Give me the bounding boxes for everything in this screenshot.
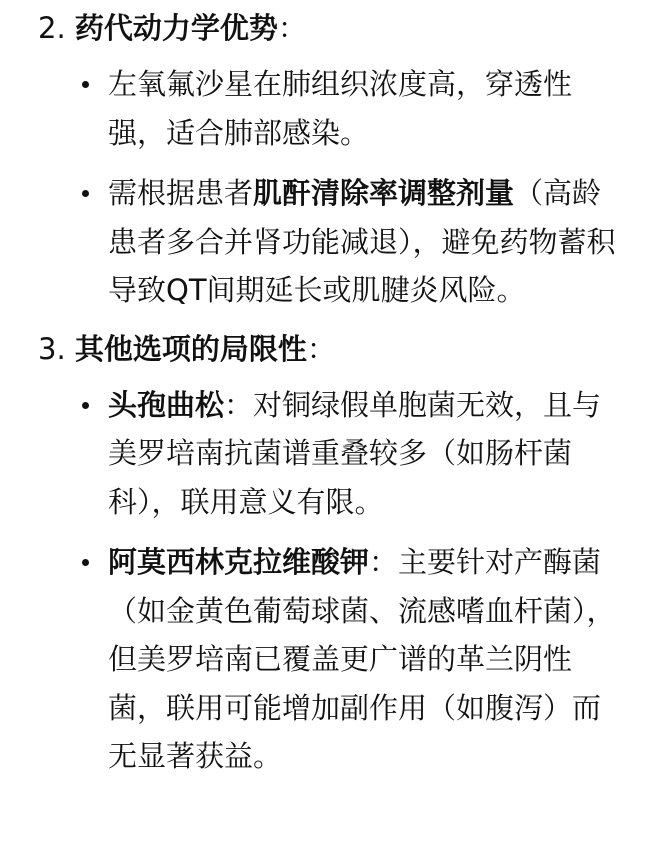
bullet-text: 需根据患者 xyxy=(108,176,254,210)
section-heading xyxy=(38,327,624,371)
bullet-text-after: （高龄患者多合并肾功能减退），避免药物蓄积导致QT间期延长或肌腱炎风险。 xyxy=(108,176,616,307)
list-item xyxy=(82,381,624,527)
list-item xyxy=(82,538,624,781)
section-title: 药代动力学优势 xyxy=(74,11,278,45)
section-colon: ： xyxy=(306,331,336,366)
bullet-bold-text: 头孢曲松 xyxy=(108,387,225,422)
list-item xyxy=(82,169,624,315)
bullet-list xyxy=(38,60,624,315)
bullet-bold-text: 阿莫西林克拉维酸钾 xyxy=(108,545,370,579)
section-number: 2. xyxy=(38,11,66,45)
section-colon: ： xyxy=(277,11,307,45)
bullet-list xyxy=(38,381,624,781)
bullet-text-after: ：对铜绿假单胞菌无效，且与美罗培南抗菌谱重叠较多（如肠杆菌科），联用意义有限。 xyxy=(108,387,602,519)
bullet-text-after: ：主要针对产酶菌（如金黄色葡萄球菌、流感嗜血杆菌），但美罗培南已覆盖更广谱的革兰阴性菌，联用可能增加副作用（如腹泻）而无显著获益。 xyxy=(108,545,616,773)
section-other-options xyxy=(38,327,624,781)
bullet-bold-text: 肌酐清除率调整剂量 xyxy=(253,176,515,210)
section-pharmacokinetics xyxy=(38,6,624,315)
list-item xyxy=(82,60,624,157)
section-number: 3. xyxy=(38,331,66,366)
bullet-text: 左氧氟沙星在肺组织浓度高，穿透性强，适合肺部感染。 xyxy=(108,67,573,150)
section-title: 其他选项的局限性 xyxy=(74,331,307,366)
section-heading xyxy=(38,6,624,50)
